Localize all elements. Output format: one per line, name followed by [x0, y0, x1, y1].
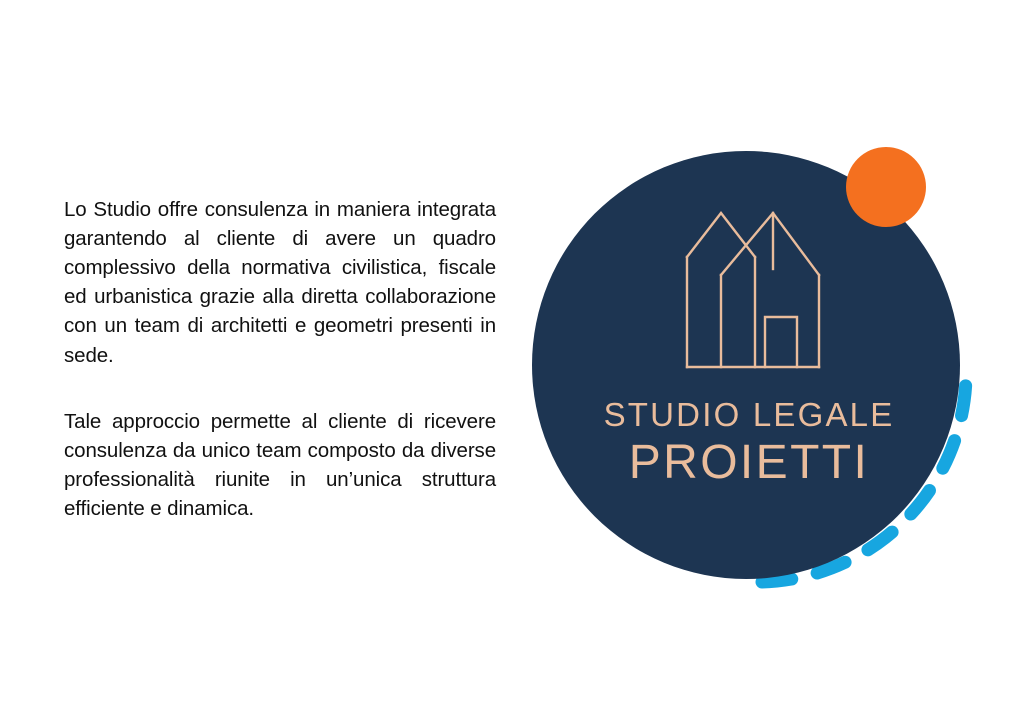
logo-wordmark: [514, 398, 984, 490]
paragraph-1: Lo Studio offre consulenza in maniera integrata garantendo al cliente di avere un quadro complessivo della normativa civilistica, fiscale ed urbanistica grazie alla diretta collaborazione con un team di architetti e geometri presenti in sede.: [64, 198, 496, 367]
body-text-column: [64, 195, 496, 523]
logo-title-line-2: PROIETTI: [628, 436, 870, 489]
house-outline-icon: [669, 165, 829, 405]
studio-legale-proietti-logo: [514, 130, 984, 600]
logo-title-line-1: STUDIO LEGALE: [603, 396, 895, 433]
paragraph-2: Tale approccio permette al cliente di ricevere consulenza da unico team composto da diverse professionalità riunite in un’unica struttura efficiente e dinamica.: [64, 409, 496, 520]
orange-circle-accent: [846, 147, 926, 227]
